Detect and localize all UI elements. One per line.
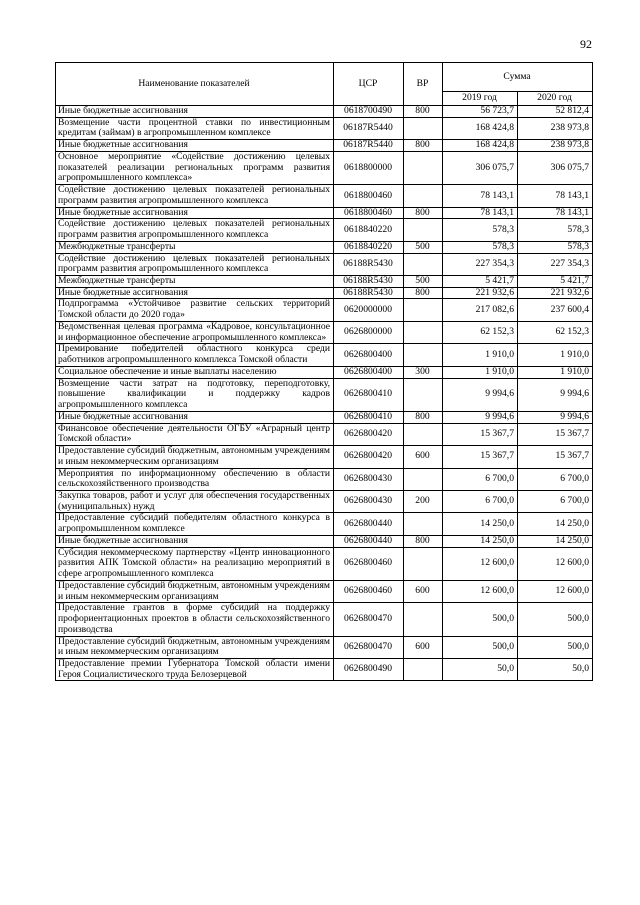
row-name-cell: Содействие достижению целевых показателей региональных программ развития агропромышленного комплекса xyxy=(56,185,334,207)
row-vr-cell: 800 xyxy=(404,207,443,219)
row-2019-cell: 56 723,7 xyxy=(443,106,518,118)
row-vr-cell: 800 xyxy=(404,140,443,152)
table-body xyxy=(56,106,593,681)
row-vr-cell xyxy=(404,151,443,184)
table-row xyxy=(56,253,593,275)
row-csr-cell: 06188R5430 xyxy=(334,276,404,288)
row-vr-cell xyxy=(404,468,443,490)
row-name-cell: Ведомственная целевая программа «Кадровое, консультационное и информационное обеспечение агропромышленного комплекса» xyxy=(56,321,334,343)
table-row xyxy=(56,378,593,411)
row-2020-cell: 12 600,0 xyxy=(518,547,593,580)
table-row xyxy=(56,547,593,580)
row-name-cell: Премирование победителей областного конкурса среди работников агропромышленного комплекса Томской области xyxy=(56,344,334,366)
row-2019-cell: 6 700,0 xyxy=(443,468,518,490)
row-vr-cell xyxy=(404,219,443,241)
row-2019-cell: 578,3 xyxy=(443,241,518,253)
table-row xyxy=(56,185,593,207)
row-2019-cell: 15 367,7 xyxy=(443,423,518,445)
table-row xyxy=(56,117,593,139)
row-csr-cell: 0626800440 xyxy=(334,513,404,535)
row-2019-cell: 62 152,3 xyxy=(443,321,518,343)
row-csr-cell: 0626800470 xyxy=(334,603,404,636)
row-2020-cell: 9 994,6 xyxy=(518,411,593,423)
row-csr-cell: 0626800490 xyxy=(334,658,404,680)
row-csr-cell: 0618800460 xyxy=(334,185,404,207)
row-name-cell: Иные бюджетные ассигнования xyxy=(56,140,334,152)
budget-table xyxy=(55,62,593,681)
row-name-cell: Подпрограмма «Устойчивое развитие сельских территорий Томской области до 2020 года» xyxy=(56,299,334,321)
row-name-cell: Предоставление субсидий бюджетным, автономным учреждениям и иным некоммерческим организациям xyxy=(56,636,334,658)
row-vr-cell xyxy=(404,299,443,321)
row-csr-cell: 0626800460 xyxy=(334,580,404,602)
table-row xyxy=(56,241,593,253)
row-vr-cell: 200 xyxy=(404,490,443,512)
row-2020-cell: 15 367,7 xyxy=(518,446,593,468)
row-csr-cell: 06187R5440 xyxy=(334,140,404,152)
row-name-cell: Социальное обеспечение и иные выплаты населению xyxy=(56,366,334,378)
table-row xyxy=(56,490,593,512)
row-2020-cell: 9 994,6 xyxy=(518,378,593,411)
row-2019-cell: 9 994,6 xyxy=(443,411,518,423)
row-2019-cell: 12 600,0 xyxy=(443,547,518,580)
row-name-cell: Предоставление грантов в форме субсидий на поддержку профориентационных проектов в области сельскохозяйственного производства xyxy=(56,603,334,636)
table-row xyxy=(56,151,593,184)
table-row xyxy=(56,366,593,378)
row-2019-cell: 168 424,8 xyxy=(443,140,518,152)
table-row xyxy=(56,411,593,423)
row-vr-cell: 800 xyxy=(404,106,443,118)
row-2019-cell: 221 932,6 xyxy=(443,287,518,299)
row-csr-cell: 0626800000 xyxy=(334,321,404,343)
row-name-cell: Иные бюджетные ассигнования xyxy=(56,106,334,118)
row-vr-cell: 500 xyxy=(404,241,443,253)
row-name-cell: Межбюджетные трансферты xyxy=(56,241,334,253)
row-name-cell: Возмещение части процентной ставки по инвестиционным кредитам (займам) в агропромышленном комплексе xyxy=(56,117,334,139)
page-number: 92 xyxy=(580,37,592,51)
row-name-cell: Содействие достижению целевых показателей региональных программ развития агропромышленного комплекса xyxy=(56,253,334,275)
row-vr-cell: 500 xyxy=(404,276,443,288)
table-row xyxy=(56,513,593,535)
row-2019-cell: 500,0 xyxy=(443,636,518,658)
row-2020-cell: 1 910,0 xyxy=(518,366,593,378)
row-2020-cell: 1 910,0 xyxy=(518,344,593,366)
row-name-cell: Предоставление субсидий бюджетным, автономным учреждениям и иным некоммерческим организациям xyxy=(56,580,334,602)
row-2020-cell: 14 250,0 xyxy=(518,535,593,547)
row-2020-cell: 238 973,8 xyxy=(518,140,593,152)
row-vr-cell: 600 xyxy=(404,580,443,602)
row-csr-cell: 06187R5440 xyxy=(334,117,404,139)
table-row xyxy=(56,468,593,490)
row-2019-cell: 168 424,8 xyxy=(443,117,518,139)
row-name-cell: Иные бюджетные ассигнования xyxy=(56,287,334,299)
row-2019-cell: 6 700,0 xyxy=(443,490,518,512)
row-2019-cell: 217 082,6 xyxy=(443,299,518,321)
row-name-cell: Иные бюджетные ассигнования xyxy=(56,535,334,547)
row-2019-cell: 15 367,7 xyxy=(443,446,518,468)
row-2020-cell: 6 700,0 xyxy=(518,468,593,490)
row-2020-cell: 578,3 xyxy=(518,219,593,241)
header-year-2019: 2019 год xyxy=(443,92,518,106)
row-vr-cell xyxy=(404,185,443,207)
row-2020-cell: 78 143,1 xyxy=(518,207,593,219)
row-csr-cell: 0618840220 xyxy=(334,241,404,253)
row-2020-cell: 12 600,0 xyxy=(518,580,593,602)
row-vr-cell: 800 xyxy=(404,535,443,547)
table-row xyxy=(56,580,593,602)
row-2019-cell: 1 910,0 xyxy=(443,366,518,378)
row-2020-cell: 227 354,3 xyxy=(518,253,593,275)
header-year-2020: 2020 год xyxy=(518,92,593,106)
row-name-cell: Иные бюджетные ассигнования xyxy=(56,207,334,219)
table-row xyxy=(56,299,593,321)
row-vr-cell xyxy=(404,603,443,636)
row-name-cell: Закупка товаров, работ и услуг для обеспечения государственных (муниципальных) нужд xyxy=(56,490,334,512)
table-row xyxy=(56,276,593,288)
row-vr-cell xyxy=(404,253,443,275)
row-2019-cell: 578,3 xyxy=(443,219,518,241)
row-2019-cell: 227 354,3 xyxy=(443,253,518,275)
row-2019-cell: 12 600,0 xyxy=(443,580,518,602)
header-sum: Сумма xyxy=(443,63,593,92)
row-csr-cell: 0626800420 xyxy=(334,423,404,445)
row-2019-cell: 9 994,6 xyxy=(443,378,518,411)
table-row xyxy=(56,446,593,468)
table-row xyxy=(56,287,593,299)
row-vr-cell xyxy=(404,658,443,680)
row-name-cell: Предоставление субсидий победителям областного конкурса в агропромышленном комплексе xyxy=(56,513,334,535)
row-vr-cell: 800 xyxy=(404,411,443,423)
row-csr-cell: 0626800430 xyxy=(334,490,404,512)
table-row xyxy=(56,207,593,219)
row-vr-cell xyxy=(404,547,443,580)
row-2020-cell: 78 143,1 xyxy=(518,185,593,207)
row-csr-cell: 0618700490 xyxy=(334,106,404,118)
row-2020-cell: 306 075,7 xyxy=(518,151,593,184)
row-csr-cell: 0626800440 xyxy=(334,535,404,547)
row-2019-cell: 78 143,1 xyxy=(443,185,518,207)
row-2019-cell: 50,0 xyxy=(443,658,518,680)
table-row xyxy=(56,423,593,445)
row-2020-cell: 50,0 xyxy=(518,658,593,680)
row-2020-cell: 238 973,8 xyxy=(518,117,593,139)
row-2020-cell: 500,0 xyxy=(518,603,593,636)
row-name-cell: Основное мероприятие «Содействие достижению целевых показателей реализации региональных программ развития агропромышленного комплекса» xyxy=(56,151,334,184)
row-vr-cell xyxy=(404,423,443,445)
header-vr: ВР xyxy=(404,63,443,106)
row-2019-cell: 14 250,0 xyxy=(443,535,518,547)
row-2020-cell: 221 932,6 xyxy=(518,287,593,299)
row-name-cell: Субсидия некоммерческому партнерству «Центр инновационного развития АПК Томской области» на реализацию мероприятий в сфере агропромышленного комплекса xyxy=(56,547,334,580)
row-name-cell: Предоставление субсидий бюджетным, автономным учреждениям и иным некоммерческим организациям xyxy=(56,446,334,468)
row-2019-cell: 1 910,0 xyxy=(443,344,518,366)
row-csr-cell: 06188R5430 xyxy=(334,287,404,299)
table-row xyxy=(56,658,593,680)
row-2020-cell: 500,0 xyxy=(518,636,593,658)
row-vr-cell: 800 xyxy=(404,287,443,299)
row-vr-cell: 600 xyxy=(404,446,443,468)
row-2019-cell: 78 143,1 xyxy=(443,207,518,219)
row-2019-cell: 5 421,7 xyxy=(443,276,518,288)
row-csr-cell: 0626800460 xyxy=(334,547,404,580)
row-name-cell: Предоставление премии Губернатора Томской области имени Героя Социалистического труда Белозерцевой xyxy=(56,658,334,680)
row-name-cell: Возмещение части затрат на подготовку, переподготовку, повышение квалификации и поддержку кадров агропромышленного комплекса xyxy=(56,378,334,411)
table-row xyxy=(56,603,593,636)
row-vr-cell xyxy=(404,117,443,139)
table-row xyxy=(56,344,593,366)
row-csr-cell: 0626800420 xyxy=(334,446,404,468)
row-vr-cell: 300 xyxy=(404,366,443,378)
row-2020-cell: 237 600,4 xyxy=(518,299,593,321)
row-name-cell: Межбюджетные трансферты xyxy=(56,276,334,288)
row-csr-cell: 0626800410 xyxy=(334,378,404,411)
row-2020-cell: 15 367,7 xyxy=(518,423,593,445)
row-2020-cell: 52 812,4 xyxy=(518,106,593,118)
row-csr-cell: 0626800400 xyxy=(334,344,404,366)
header-name: Наименование показателей xyxy=(56,63,334,106)
row-2019-cell: 306 075,7 xyxy=(443,151,518,184)
row-vr-cell: 600 xyxy=(404,636,443,658)
row-name-cell: Содействие достижению целевых показателей региональных программ развития агропромышленного комплекса xyxy=(56,219,334,241)
row-vr-cell xyxy=(404,378,443,411)
row-name-cell: Мероприятия по информационному обеспечению в области сельскохозяйственного производства xyxy=(56,468,334,490)
row-csr-cell: 0626800430 xyxy=(334,468,404,490)
row-2020-cell: 6 700,0 xyxy=(518,490,593,512)
row-csr-cell: 0626800410 xyxy=(334,411,404,423)
row-vr-cell xyxy=(404,513,443,535)
row-csr-cell: 06188R5430 xyxy=(334,253,404,275)
row-vr-cell xyxy=(404,344,443,366)
table-row xyxy=(56,140,593,152)
row-2019-cell: 500,0 xyxy=(443,603,518,636)
row-csr-cell: 0626800400 xyxy=(334,366,404,378)
row-csr-cell: 0618800000 xyxy=(334,151,404,184)
row-2020-cell: 14 250,0 xyxy=(518,513,593,535)
row-2020-cell: 62 152,3 xyxy=(518,321,593,343)
row-2020-cell: 578,3 xyxy=(518,241,593,253)
table-row xyxy=(56,219,593,241)
table-header-row xyxy=(56,63,593,92)
row-name-cell: Иные бюджетные ассигнования xyxy=(56,411,334,423)
row-csr-cell: 0618840220 xyxy=(334,219,404,241)
row-name-cell: Финансовое обеспечение деятельности ОГБУ «Аграрный центр Томской области» xyxy=(56,423,334,445)
table-row xyxy=(56,321,593,343)
row-vr-cell xyxy=(404,321,443,343)
row-2019-cell: 14 250,0 xyxy=(443,513,518,535)
row-csr-cell: 0620000000 xyxy=(334,299,404,321)
header-csr: ЦСР xyxy=(334,63,404,106)
row-csr-cell: 0618800460 xyxy=(334,207,404,219)
row-2020-cell: 5 421,7 xyxy=(518,276,593,288)
table-row xyxy=(56,535,593,547)
table-row xyxy=(56,106,593,118)
row-csr-cell: 0626800470 xyxy=(334,636,404,658)
table-row xyxy=(56,636,593,658)
